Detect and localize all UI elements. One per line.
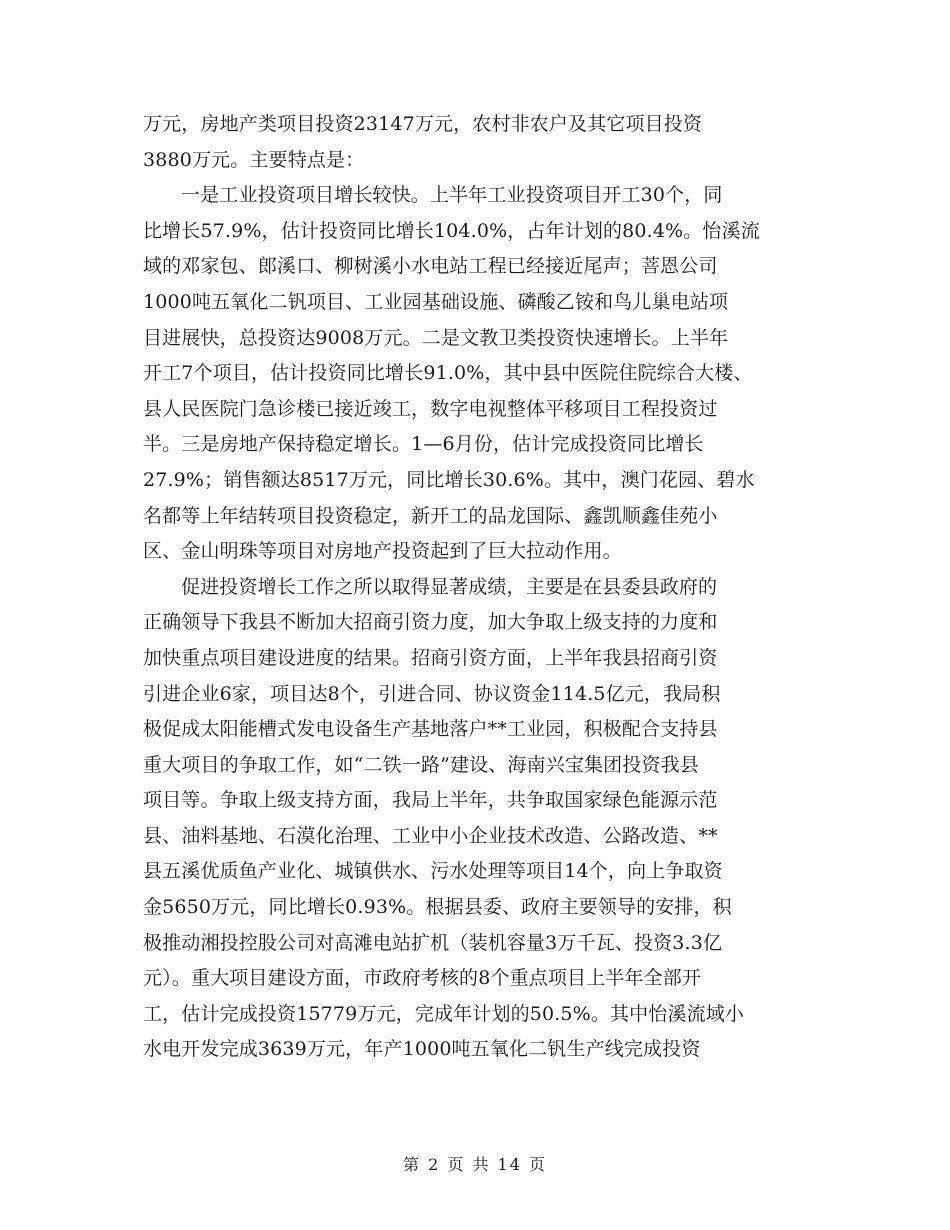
text-line: 3880万元。主要特点是：	[143, 148, 365, 171]
text-line: 极促成太阳能槽式发电设备生产基地落户**工业园，积极配合支持县	[143, 718, 718, 741]
text-line: 27.9%；销售额达8517万元，同比增长30.6%。其中，澳门花园、碧水	[143, 468, 755, 491]
text-line: 一是工业投资项目增长较快。上半年工业投资项目开工30个，同	[181, 184, 723, 207]
text-line: 重大项目的争取工作，如“二铁一路”建设、海南兴宝集团投资我县	[143, 753, 699, 776]
text-line: 开工7个项目，估计投资同比增长91.0%，其中县中医院住院综合大楼、	[143, 362, 753, 385]
text-line: 工，估计完成投资15779万元，完成年计划的50.5%。其中怡溪流域小	[143, 1002, 745, 1025]
text-line: 元）。重大项目建设方面，市政府考核的8个重点项目上半年全部开	[143, 967, 702, 990]
text-line: 项目等。争取上级支持方面，我局上半年，共争取国家绿色能源示范	[143, 789, 718, 812]
text-line: 域的邓家包、郎溪口、柳树溪小水电站工程已经接近尾声；菩恩公司	[143, 255, 718, 278]
text-line: 金5650万元，同比增长0.93%。根据县委、政府主要领导的安排，积	[143, 896, 732, 919]
text-line: 区、金山明珠等项目对房地产投资起到了巨大拉动作用。	[143, 540, 622, 563]
text-line: 加快重点项目建设进度的结果。招商引资方面，上半年我县招商引资	[143, 646, 718, 669]
text-line: 目进展快，总投资达9008万元。二是文教卫类投资快速增长。上半年	[143, 326, 729, 349]
text-line: 水电开发完成3639万元，年产1000吨五氧化二钒生产线完成投资	[143, 1038, 701, 1061]
text-line: 万元，房地产类项目投资23147万元，农村非农户及其它项目投资	[143, 113, 703, 135]
text-line: 比增长57.9%，估计投资同比增长104.0%，占年计划的80.4%。怡溪流	[143, 219, 760, 242]
document-body	[143, 107, 815, 1068]
text-line: 正确领导下我县不断加大招商引资力度，加大争取上级支持的力度和	[143, 611, 718, 634]
text-line: 名都等上年结转项目投资稳定，新开工的品龙国际、鑫凯顺鑫佳苑小	[143, 504, 718, 527]
text-line: 1000吨五氧化二钒项目、工业园基础设施、磷酸乙铵和鸟儿巢电站项	[143, 290, 729, 313]
text-line: 引进企业6家，项目达8个，引进合同、协议资金114.5亿元，我局积	[143, 682, 721, 705]
text-line: 极推动湘投控股公司对高滩电站扩机（装机容量3万千瓦、投资3.3亿	[143, 931, 723, 954]
text-line: 促进投资增长工作之所以取得显著成绩，主要是在县委县政府的	[181, 575, 718, 598]
text-line: 县五溪优质鱼产业化、城镇供水、污水处理等项目14个，向上争取资	[143, 860, 723, 883]
text-line: 半。三是房地产保持稳定增长。1—6月份，估计完成投资同比增长	[143, 433, 704, 456]
text-line: 县、油料基地、石漠化治理、工业中小企业技术改造、公路改造、**	[143, 824, 718, 847]
page-footer: 第 2 页 共 14 页	[403, 1155, 547, 1174]
text-line: 县人民医院门急诊楼已接近竣工，数字电视整体平移项目工程投资过	[143, 397, 718, 420]
